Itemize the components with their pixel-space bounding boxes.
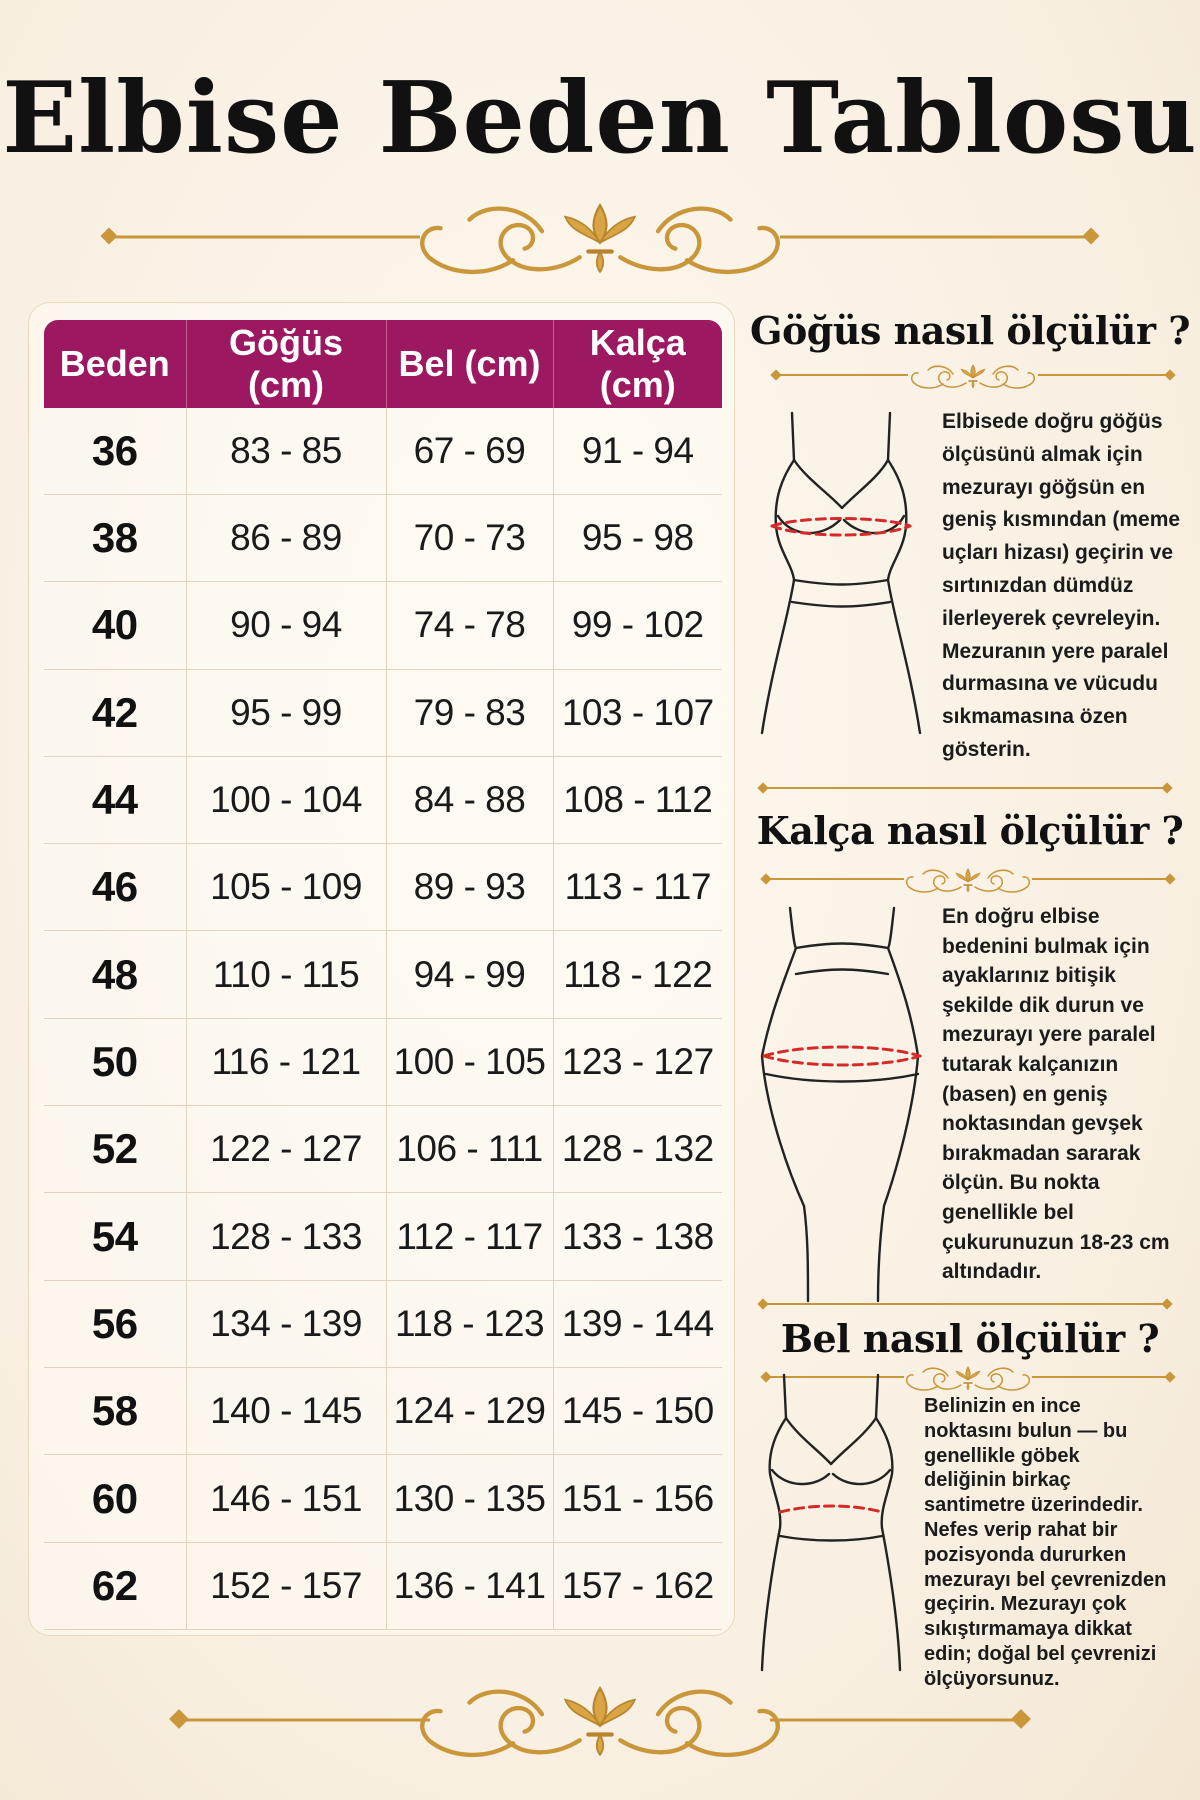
- cell-gogus: 134 - 139: [186, 1280, 386, 1367]
- cell-beden: 56: [44, 1280, 186, 1367]
- size-table: [44, 320, 722, 1630]
- cell-bel: 136 - 141: [386, 1542, 553, 1629]
- section-text-bel: Belinizin en ince noktasını bulun — bu genellikle göbek deliğinin birkaç santimetre üzerindedir. Nefes verip rahat bir pozisyonda dururken mezurayı bel çevrenizden geçirin. Mezurayı çok sıkıştırmamaya dikkat edin; doğal bel çevrenizi ölçüyorsunuz.: [924, 1395, 1167, 1690]
- table-row: [44, 1106, 722, 1193]
- cell-gogus: 110 - 115: [186, 931, 386, 1018]
- cell-kalca: 145 - 150: [553, 1368, 722, 1455]
- cell-gogus: 128 - 133: [186, 1193, 386, 1280]
- cell-gogus: 100 - 104: [186, 756, 386, 843]
- cell-kalca: 113 - 117: [553, 844, 722, 931]
- section-title-gogus: Göğüs nasıl ölçülür ?: [750, 308, 1190, 353]
- cell-bel: 124 - 129: [386, 1368, 553, 1455]
- table-row: [44, 1193, 722, 1280]
- skirt-hip-figure: [752, 906, 932, 1306]
- cell-beden: 54: [44, 1193, 186, 1280]
- cell-beden: 60: [44, 1455, 186, 1542]
- cell-kalca: 157 - 162: [553, 1542, 722, 1629]
- cell-kalca: 128 - 132: [553, 1106, 722, 1193]
- cell-kalca: 91 - 94: [553, 408, 722, 494]
- cell-beden: 44: [44, 756, 186, 843]
- cell-bel: 84 - 88: [386, 756, 553, 843]
- cell-beden: 50: [44, 1018, 186, 1105]
- cell-kalca: 133 - 138: [553, 1193, 722, 1280]
- ornament-divider-bottom: [160, 1680, 1040, 1760]
- ornament-divider-top: [90, 195, 1110, 285]
- section-text-kalca: En doğru elbise bedenini bulmak için ayaklarınız bitişik şekilde dik durun ve mezurayı yere paralel tutarak kalçanızın (basen) en geniş noktasından gevşek bırakmadan sararak ölçün. Bu nokta genellikle bel çukurunuzun 18-23 cm altındadır.: [942, 905, 1170, 1284]
- section-text-gogus: Elbisede doğru göğüs ölçüsünü almak için mezurayı göğsün en geniş kısmından (meme uçları hizası) geçirin ve sırtınızdan dümdüz ilerleyerek çevreleyin. Mezuranın yere paralel durmasına ve vücudu sıkmamasına özen gösterin.: [942, 410, 1181, 761]
- cell-kalca: 103 - 107: [553, 669, 722, 756]
- cell-bel: 130 - 135: [386, 1455, 553, 1542]
- cell-kalca: 123 - 127: [553, 1018, 722, 1105]
- table-header-row: [44, 320, 722, 408]
- cell-kalca: 139 - 144: [553, 1280, 722, 1367]
- table-row: [44, 408, 722, 494]
- cell-gogus: 152 - 157: [186, 1542, 386, 1629]
- cell-gogus: 90 - 94: [186, 582, 386, 669]
- cell-gogus: 146 - 151: [186, 1455, 386, 1542]
- cell-kalca: 99 - 102: [553, 582, 722, 669]
- cell-gogus: 140 - 145: [186, 1368, 386, 1455]
- cell-kalca: 151 - 156: [553, 1455, 722, 1542]
- cell-bel: 118 - 123: [386, 1280, 553, 1367]
- cell-gogus: 122 - 127: [186, 1106, 386, 1193]
- table-row: [44, 1542, 722, 1629]
- cell-gogus: 116 - 121: [186, 1018, 386, 1105]
- section-title-bel: Bel nasıl ölçülür ?: [780, 1316, 1160, 1361]
- cell-bel: 74 - 78: [386, 582, 553, 669]
- cell-beden: 36: [44, 408, 186, 494]
- cell-bel: 70 - 73: [386, 494, 553, 581]
- header-beden: Beden: [44, 320, 186, 408]
- cell-gogus: 95 - 99: [186, 669, 386, 756]
- cell-beden: 62: [44, 1542, 186, 1629]
- ornament-divider-gogus: [768, 360, 1178, 390]
- cell-beden: 38: [44, 494, 186, 581]
- cell-gogus: 86 - 89: [186, 494, 386, 581]
- cell-bel: 112 - 117: [386, 1193, 553, 1280]
- header-kalca: Kalça (cm): [553, 320, 722, 408]
- cell-beden: 40: [44, 582, 186, 669]
- table-row: [44, 844, 722, 931]
- dress-waist-figure: [752, 1370, 912, 1675]
- cell-bel: 89 - 93: [386, 844, 553, 931]
- cell-beden: 58: [44, 1368, 186, 1455]
- cell-kalca: 108 - 112: [553, 756, 722, 843]
- section-separator-2: [755, 1296, 1175, 1312]
- header-bel: Bel (cm): [386, 320, 553, 408]
- cell-kalca: 118 - 122: [553, 931, 722, 1018]
- cell-bel: 100 - 105: [386, 1018, 553, 1105]
- bodice-chest-figure: [752, 408, 932, 738]
- section-title-kalca: Kalça nasıl ölçülür ?: [756, 808, 1184, 853]
- cell-bel: 106 - 111: [386, 1106, 553, 1193]
- cell-beden: 48: [44, 931, 186, 1018]
- ornament-divider-kalca: [758, 864, 1178, 894]
- table-row: [44, 1018, 722, 1105]
- table-row: [44, 931, 722, 1018]
- table-row: [44, 582, 722, 669]
- cell-gogus: 83 - 85: [186, 408, 386, 494]
- cell-beden: 46: [44, 844, 186, 931]
- table-row: [44, 1280, 722, 1367]
- cell-bel: 67 - 69: [386, 408, 553, 494]
- cell-bel: 94 - 99: [386, 931, 553, 1018]
- page-title: Elbise Beden Tablosu: [2, 61, 1198, 176]
- cell-beden: 52: [44, 1106, 186, 1193]
- cell-bel: 79 - 83: [386, 669, 553, 756]
- table-row: [44, 756, 722, 843]
- table-row: [44, 1368, 722, 1455]
- cell-gogus: 105 - 109: [186, 844, 386, 931]
- section-separator-1: [755, 780, 1175, 796]
- cell-kalca: 95 - 98: [553, 494, 722, 581]
- table-row: [44, 669, 722, 756]
- cell-beden: 42: [44, 669, 186, 756]
- table-row: [44, 1455, 722, 1542]
- header-gogus: Göğüs (cm): [186, 320, 386, 408]
- table-row: [44, 494, 722, 581]
